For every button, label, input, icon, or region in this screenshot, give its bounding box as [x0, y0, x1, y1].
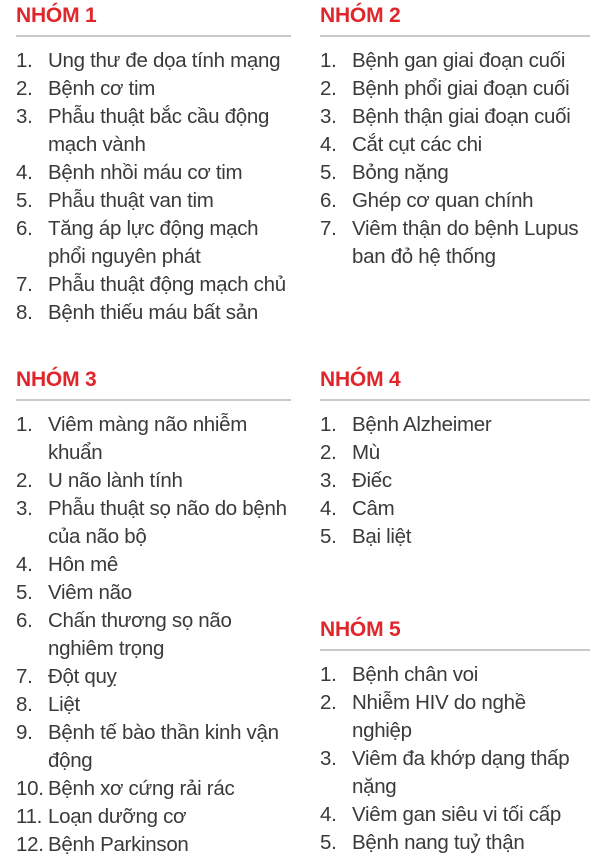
divider [320, 649, 590, 651]
item-text: Viêm thận do bệnh Lupus ban đỏ hệ thống [352, 217, 579, 268]
item-text: Cắt cụt các chi [352, 133, 482, 156]
item-text: Phẫu thuật động mạch chủ [48, 273, 286, 296]
item-text: Ghép cơ quan chính [352, 189, 534, 212]
list-item [16, 775, 291, 803]
divider [16, 399, 291, 401]
item-number: 1. [16, 413, 33, 436]
item-number: 11. [16, 805, 43, 828]
item-text: Bệnh nang tuỷ thận [352, 831, 525, 854]
list-item [320, 47, 590, 75]
item-text: Bệnh Parkinson [48, 833, 189, 856]
item-text: Điếc [352, 469, 392, 492]
item-number: 3. [320, 469, 337, 492]
item-text: Bại liệt [352, 525, 412, 548]
list-item [16, 495, 291, 551]
list-item [320, 103, 590, 131]
item-text: Viêm não [48, 581, 132, 604]
list-item [16, 187, 291, 215]
item-number: 12. [16, 833, 44, 856]
item-number: 2. [16, 469, 33, 492]
list-item [320, 467, 590, 495]
group-title: NHÓM 5 [320, 618, 401, 641]
item-number: 4. [16, 161, 33, 184]
item-text: Ung thư đe dọa tính mạng [48, 49, 281, 72]
list-item [320, 131, 590, 159]
item-number: 4. [320, 803, 337, 826]
list-item [320, 523, 590, 551]
list-item [16, 411, 291, 467]
item-text: Bệnh nhồi máu cơ tim [48, 161, 243, 184]
item-number: 5. [320, 831, 337, 854]
item-text: Bệnh thiếu máu bất sản [48, 301, 258, 324]
list-item [16, 103, 291, 159]
item-text: Phẫu thuật sọ não do bệnh của não bộ [48, 497, 287, 548]
item-text: Bệnh xơ cứng rải rác [48, 777, 235, 800]
group-1 [16, 2, 291, 327]
item-text: Bệnh thận giai đoạn cuối [352, 105, 571, 128]
list-item [16, 719, 291, 775]
list-item [320, 75, 590, 103]
list-item [16, 803, 291, 831]
group-2 [320, 2, 590, 271]
item-number: 8. [16, 693, 33, 716]
group-4 [320, 366, 590, 551]
item-number: 2. [320, 441, 337, 464]
item-number: 6. [320, 189, 337, 212]
item-number: 1. [320, 49, 337, 72]
item-number: 9. [16, 721, 33, 744]
item-number: 5. [320, 161, 337, 184]
item-text: Bỏng nặng [352, 161, 449, 184]
list-item [320, 661, 590, 689]
item-text: Viêm màng não nhiễm khuẩn [48, 413, 248, 464]
list-item [16, 551, 291, 579]
item-number: 1. [320, 663, 337, 686]
item-number: 2. [320, 691, 337, 714]
item-number: 7. [16, 665, 33, 688]
item-number: 3. [16, 497, 33, 520]
item-number: 6. [16, 609, 33, 632]
item-number: 4. [320, 133, 337, 156]
item-number: 4. [320, 497, 337, 520]
disease-list [16, 411, 291, 859]
list-item [16, 215, 291, 271]
list-item [320, 215, 590, 271]
item-text: Phẫu thuật van tim [48, 189, 214, 212]
list-item [16, 663, 291, 691]
item-number: 1. [320, 413, 337, 436]
list-item [320, 829, 590, 857]
item-number: 2. [320, 77, 337, 100]
list-item [320, 745, 590, 801]
item-text: Bệnh gan giai đoạn cuối [352, 49, 566, 72]
item-number: 2. [16, 77, 33, 100]
list-item [16, 467, 291, 495]
group-title: NHÓM 4 [320, 368, 401, 391]
item-number: 3. [320, 105, 337, 128]
divider [16, 35, 291, 37]
item-text: Bệnh cơ tim [48, 77, 155, 100]
list-item [16, 831, 291, 859]
list-item [320, 187, 590, 215]
item-number: 6. [16, 217, 33, 240]
list-item [320, 411, 590, 439]
item-text: Đột quỵ [48, 665, 117, 688]
list-item [16, 691, 291, 719]
item-number: 7. [16, 273, 33, 296]
list-item [16, 271, 291, 299]
disease-list [320, 411, 590, 551]
item-number: 8. [16, 301, 33, 324]
list-item [320, 689, 590, 745]
disease-list [320, 661, 590, 857]
group-3 [16, 366, 291, 859]
item-text: Bệnh phổi giai đoạn cuối [352, 77, 570, 100]
item-text: Liệt [48, 693, 80, 716]
item-number: 10. [16, 777, 44, 800]
disease-list [16, 47, 291, 327]
item-number: 1. [16, 49, 33, 72]
list-item [16, 579, 291, 607]
list-item [16, 75, 291, 103]
list-item [16, 159, 291, 187]
item-text: Viêm đa khớp dạng thấp nặng [352, 747, 570, 798]
item-number: 7. [320, 217, 337, 240]
divider [320, 35, 590, 37]
item-text: Nhiễm HIV do nghề nghiệp [352, 691, 526, 742]
list-item [320, 159, 590, 187]
group-5 [320, 616, 590, 857]
list-item [16, 607, 291, 663]
item-text: Bệnh chân voi [352, 663, 479, 686]
item-text: Hôn mê [48, 553, 118, 576]
item-number: 5. [320, 525, 337, 548]
item-text: Tăng áp lực động mạch phổi nguyên phát [48, 217, 259, 268]
item-text: Câm [352, 497, 395, 520]
item-text: Bệnh Alzheimer [352, 413, 492, 436]
list-item [16, 47, 291, 75]
item-number: 5. [16, 189, 33, 212]
item-text: Loạn dưỡng cơ [48, 805, 187, 828]
group-title: NHÓM 2 [320, 4, 401, 27]
item-text: Mù [352, 441, 380, 464]
item-text: U não lành tính [48, 469, 183, 492]
list-item [16, 299, 291, 327]
item-number: 3. [16, 105, 33, 128]
list-item [320, 801, 590, 829]
list-item [320, 439, 590, 467]
item-text: Chấn thương sọ não nghiêm trọng [48, 609, 232, 660]
item-number: 5. [16, 581, 33, 604]
item-text: Phẫu thuật bắc cầu động mạch vành [48, 105, 270, 156]
divider [320, 399, 590, 401]
disease-list [320, 47, 590, 271]
list-item [320, 495, 590, 523]
group-title: NHÓM 3 [16, 368, 97, 391]
item-text: Bệnh tế bào thần kinh vận động [48, 721, 279, 772]
item-text: Viêm gan siêu vi tối cấp [352, 803, 561, 826]
group-title: NHÓM 1 [16, 4, 97, 27]
item-number: 4. [16, 553, 33, 576]
item-number: 3. [320, 747, 337, 770]
